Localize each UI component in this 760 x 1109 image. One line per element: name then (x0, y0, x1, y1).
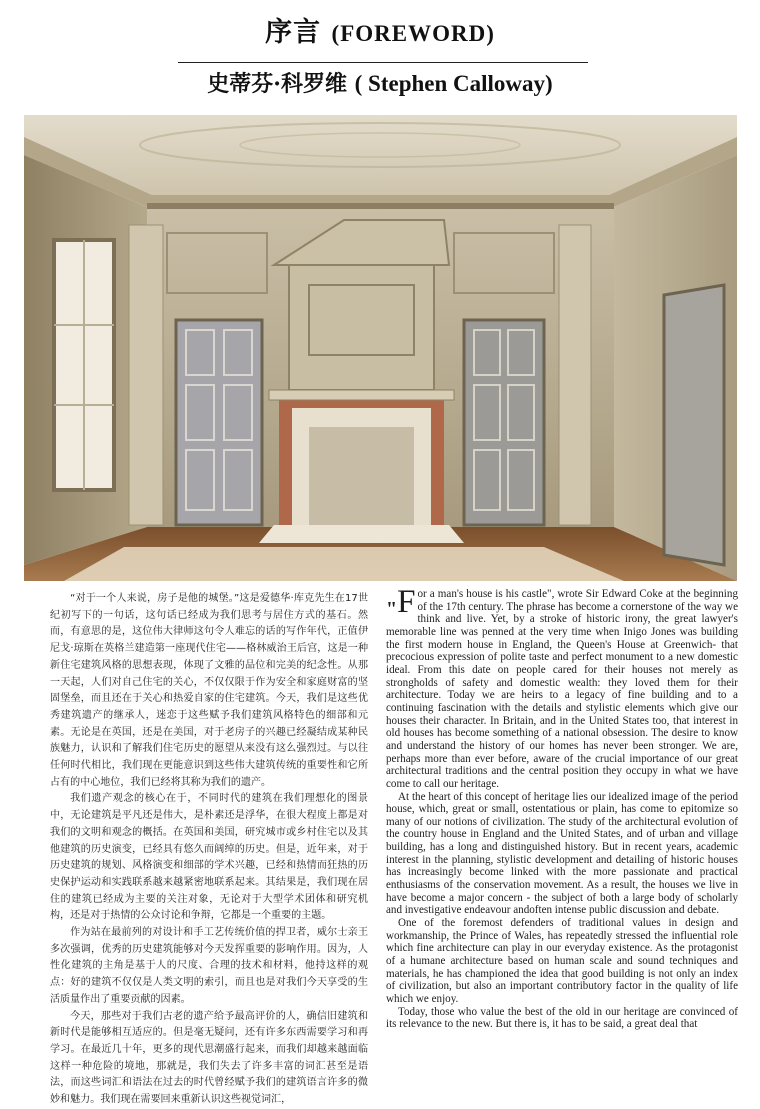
author-line (0, 67, 760, 98)
en-paragraph-2: At the heart of this concept of heritage lies our idealized image of the period house, which, great or small, ostentatious or plain, has come to epitomize so many of our notions of civilization. The study of the architectural evolution of the country house in England and the United States, and of urban and village building, has a long and distinguished history. But in recent years, academic interest in the planning, stylistic development and detailing of historic houses has increasingly become linked with the more passionate and practical enthusiasms of the conservation movement. As a result, the houses we live in have become a major concern - the subject of both a large body of scholarly and investigative endeavour andoften intense public discussion and debate. (386, 790, 738, 917)
en-paragraph-1 (386, 584, 738, 791)
en-paragraph-3: One of the foremost defenders of traditional values in design and workmanship, the Prince of Wales, has repeatedly stressed the influential role which fine architecture can play in our everyday existence. As the protagonist of a humane architecture based on human scale and sound techniques and materials, he has championed the idea that good building is not only an index of civilization, but also an important contributory factor in the quality of life which we enjoy. (386, 917, 738, 1005)
title-zh: 序言 (265, 17, 322, 48)
zh-paragraph-3: 作为站在最前列的对设计和手工艺传统价值的捍卫者，威尔士亲王多次强调，优秀的历史建筑能够对今天发挥重要的影响作用。因为，人性化建筑的主角是基于人的尺度、合理的技术和材料，他持这样的观点：好的建筑不仅仅是人类文明的索引，而且也是对我们今天享受的生活质量作出了重要贡献的因素。 (50, 927, 368, 1005)
zh-paragraph-4: 今天，那些对于我们古老的遗产给予最高评价的人，确信旧建筑和新时代是能够相互适应的。但是毫无疑问，还有许多东西需要学习和再学习。在最近几十年，更多的现代思潮盛行起来，而我们却越来越面临这样一种危险的境地，那就是，我们失去了许多丰富的词汇甚至是语法，而这些词汇和语法在过去的时代曾经赋予我们的建筑语言许多的微妙和魅力。我们现在需要回来重新认识这些视觉词汇， (50, 1010, 368, 1106)
en-paragraph-1-text: or a man's house is his castle", wrote Sir Edward Coke at the beginning of the 17th century. The phrase has become a cornerstone of the way we think and live. Yet, by a stroke of historic irony, the great lawyer's memorable line was penned at the very time when Inigo Jones was building the first modern house in England, the Queen's House at Greenwich- that precocious expression of polite taste and perfect monument to a new domestic ideal. From this date on people cared for their houses not merely as strongholds of safety and domestic wealth: they loved them for their architecture. Today we are heirs to a legacy of fine building and to a continuing fascination with the details and stylistic elements which give our houses their character. In Britain, and in the United States too, that interest in old houses has become something of a national obsession. The desire to know and understand the history of our homes has never been stronger. We are, perhaps more than ever before, aware of the crucial importance of our great architectural traditions and the central position they occupy in what we have come to call our heritage. (386, 588, 738, 790)
english-text-column (386, 584, 738, 1031)
author-en: ( Stephen Calloway) (354, 71, 553, 96)
zh-paragraph-2: 我们遗产观念的核心在于，不同时代的建筑在我们理想化的图景中，无论建筑是平凡还是伟大，是朴素还是浮华，在很大程度上都是对我们的文明和观念的概括。在英国和美国，研究城市或乡村住宅以及其他建筑的历史演变，已经具有悠久而阔绰的历史。但是，近年来，对于历史建筑的规划、风格演变和细部的学术兴趣，已经和热情而狂热的历史保护运动和实践联系越来越紧密地联系起来。其结果是，我们现在居住的建筑已经成为主要的关注对象，无论对于大型学术团体和研究机构，还是对于热情的公众讨论和争辩，它都是一个重要的主题。 (50, 793, 368, 922)
opening-quote-mark: " (386, 598, 398, 620)
room-photograph (24, 115, 737, 581)
drop-cap-letter: F (397, 584, 416, 620)
title-divider (178, 62, 588, 63)
chinese-text-column (50, 591, 368, 1109)
room-photograph-illustration (24, 115, 737, 581)
zh-paragraph-1: “对于一个人来说，房子是他的城堡。”这是爱德华·库克先生在17世纪初写下的一句话，这句话已经成为我们思考与居住方式的基石。然而，有意思的是，这位伟大律师这句令人难忘的话的写作年代，正值伊尼戈·琼斯在英格兰建造第一座现代住宅——格林威治王后宫，这是一种新住宅建筑风格的思想表现，体现了文雅的品位和完美的纪念性。从那一天起，人们对自己住宅的关心，不仅仅限于作为安全和家庭财富的坚固堡垒，而且还在于关心和热爱自家的住宅建筑。今天，我们是这些优秀建筑遗产的继承人，迷恋于这些赋予我们建筑风格特色的细部和元素。无论是在英国，还是在美国，对于老房子的兴趣已经凝结成某种民族魅力，认识和了解我们住宅历史的愿望从来没有这么强烈过。与以往任何时代相比，我们现在更能意识到这些伟大建筑传统的重要性和它所占有的中心地位，我们已经将其称为我们的遗产。 (50, 593, 368, 788)
drop-cap (386, 584, 416, 620)
title-en: (FOREWORD) (331, 21, 495, 46)
page-title (0, 10, 760, 49)
author-zh: 史蒂芬·科罗维 (207, 71, 347, 97)
en-paragraph-4: Today, those who value the best of the old in our heritage are convinced of its relevance to the new. But there is, it has to be said, a great deal that (386, 1005, 738, 1031)
